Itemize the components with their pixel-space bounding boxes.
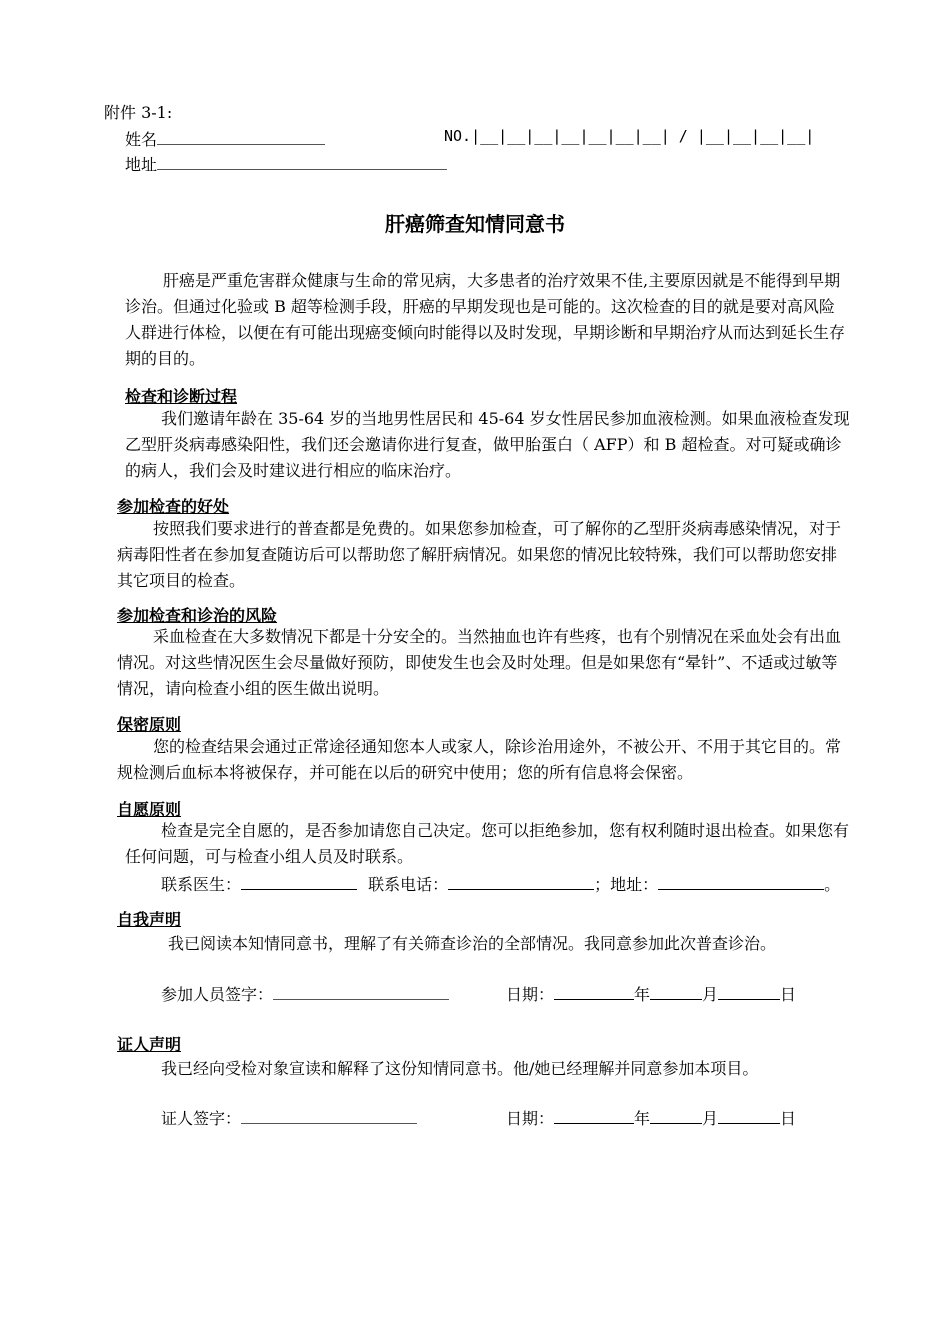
address-blank[interactable] [157, 153, 447, 170]
document-title: 肝癌筛查知情同意书 [385, 212, 565, 236]
contact-line [161, 872, 840, 895]
section-heading-benefits: 参加检查的好处 [117, 497, 230, 516]
section-heading-privacy: 保密原则 [117, 715, 182, 734]
year-label: 年 [634, 985, 651, 1004]
section-body-self-statement: 我已阅读本知情同意书，理解了有关筛查诊治的全部情况。我同意参加此次普查诊治。 [168, 934, 777, 953]
contact-phone-blank[interactable] [448, 873, 594, 890]
witness-month-blank[interactable] [650, 1107, 702, 1124]
address-label: 地址 [125, 155, 158, 174]
semicolon: ； [594, 875, 611, 894]
month-label: 月 [702, 1109, 719, 1128]
contact-doctor-blank[interactable] [241, 873, 357, 890]
participant-month-blank[interactable] [650, 983, 702, 1000]
address-field[interactable] [125, 152, 447, 175]
attachment-label: 附件 3-1: [104, 103, 173, 122]
section-heading-witness: 证人声明 [117, 1035, 182, 1054]
participant-date-label: 日期： [506, 985, 555, 1004]
witness-signature-blank[interactable] [241, 1107, 417, 1124]
participant-date-field[interactable] [506, 982, 796, 1005]
witness-date-field[interactable] [506, 1106, 796, 1129]
participant-day-blank[interactable] [718, 983, 780, 1000]
contact-phone-label: 联系电话： [368, 875, 449, 894]
section-heading-self-statement: 自我声明 [117, 910, 182, 929]
end-mark: 。 [824, 875, 841, 894]
month-label: 月 [702, 985, 719, 1004]
contact-address-label: 地址： [610, 875, 659, 894]
intro-paragraph: 肝癌是严重危害群众健康与生命的常见病，大多患者的治疗效果不佳,主要原因就是不能得到早期诊治。但通过化验或 B 超等检测手段，肝癌的早期发现也是可能的。这次检查的目的就是要对高风险人群进行体检，以便在有可能出现癌变倾向时能得以及时发现，早期诊断和早期治疗从而达到延长生存期的目的。 [125, 271, 846, 368]
participant-signature-blank[interactable] [273, 983, 449, 1000]
witness-date-label: 日期： [506, 1109, 555, 1128]
section-body-privacy: 您的检查结果会通过正常途径通知您本人或家人，除诊治用途外，不被公开、不用于其它目的。常规检测后血标本将被保存，并可能在以后的研究中使用；您的所有信息将会保密。 [117, 737, 842, 782]
contact-address-blank[interactable] [658, 873, 824, 890]
year-label: 年 [634, 1109, 651, 1128]
section-body-risks: 采血检查在大多数情况下都是十分安全的。当然抽血也许有些疼，也有个别情况在采血处会有出血情况。对这些情况医生会尽量做好预防，即使发生也会及时处理。但是如果您有“晕针”、不适或过敏等情况，请向检查小组的医生做出说明。 [117, 627, 842, 698]
name-blank[interactable] [157, 128, 325, 145]
section-heading-risks: 参加检查和诊治的风险 [117, 606, 278, 625]
record-number[interactable]: NO.|__|__|__|__|__|__|__| / |__|__|__|__| [444, 127, 815, 145]
witness-signature-field[interactable] [161, 1106, 417, 1129]
name-label: 姓名 [125, 130, 158, 149]
section-body-voluntary: 检查是完全自愿的，是否参加请您自己决定。您可以拒绝参加，您有权利随时退出检查。如果您有任何问题，可与检查小组人员及时联系。 [125, 821, 850, 866]
day-label: 日 [780, 985, 797, 1004]
section-body-process: 我们邀请年龄在 35-64 岁的当地男性居民和 45-64 岁女性居民参加血液检测。如果血液检查发现乙型肝炎病毒感染阳性，我们还会邀请你进行复查，做甲胎蛋白（ AFP）和 B 超检查。对可疑或确诊的病人，我们会及时建议进行相应的临床治疗。 [125, 409, 850, 480]
participant-signature-label: 参加人员签字： [161, 985, 274, 1004]
section-body-benefits: 按照我们要求进行的普查都是免费的。如果您参加检查，可了解你的乙型肝炎病毒感染情况，对于病毒阳性者在参加复查随访后可以帮助您了解肝病情况。如果您的情况比较特殊，我们可以帮助您安排其它项目的检查。 [117, 519, 842, 590]
participant-year-blank[interactable] [554, 983, 634, 1000]
witness-day-blank[interactable] [718, 1107, 780, 1124]
contact-doctor-label: 联系医生： [161, 875, 242, 894]
section-body-witness: 我已经向受检对象宣读和解释了这份知情同意书。他/她已经理解并同意参加本项目。 [161, 1059, 759, 1078]
day-label: 日 [780, 1109, 797, 1128]
name-field[interactable] [125, 127, 325, 150]
section-heading-process: 检查和诊断过程 [125, 387, 238, 406]
participant-signature-field[interactable] [161, 982, 449, 1005]
witness-signature-label: 证人签字： [161, 1109, 242, 1128]
witness-year-blank[interactable] [554, 1107, 634, 1124]
section-heading-voluntary: 自愿原则 [117, 800, 182, 819]
